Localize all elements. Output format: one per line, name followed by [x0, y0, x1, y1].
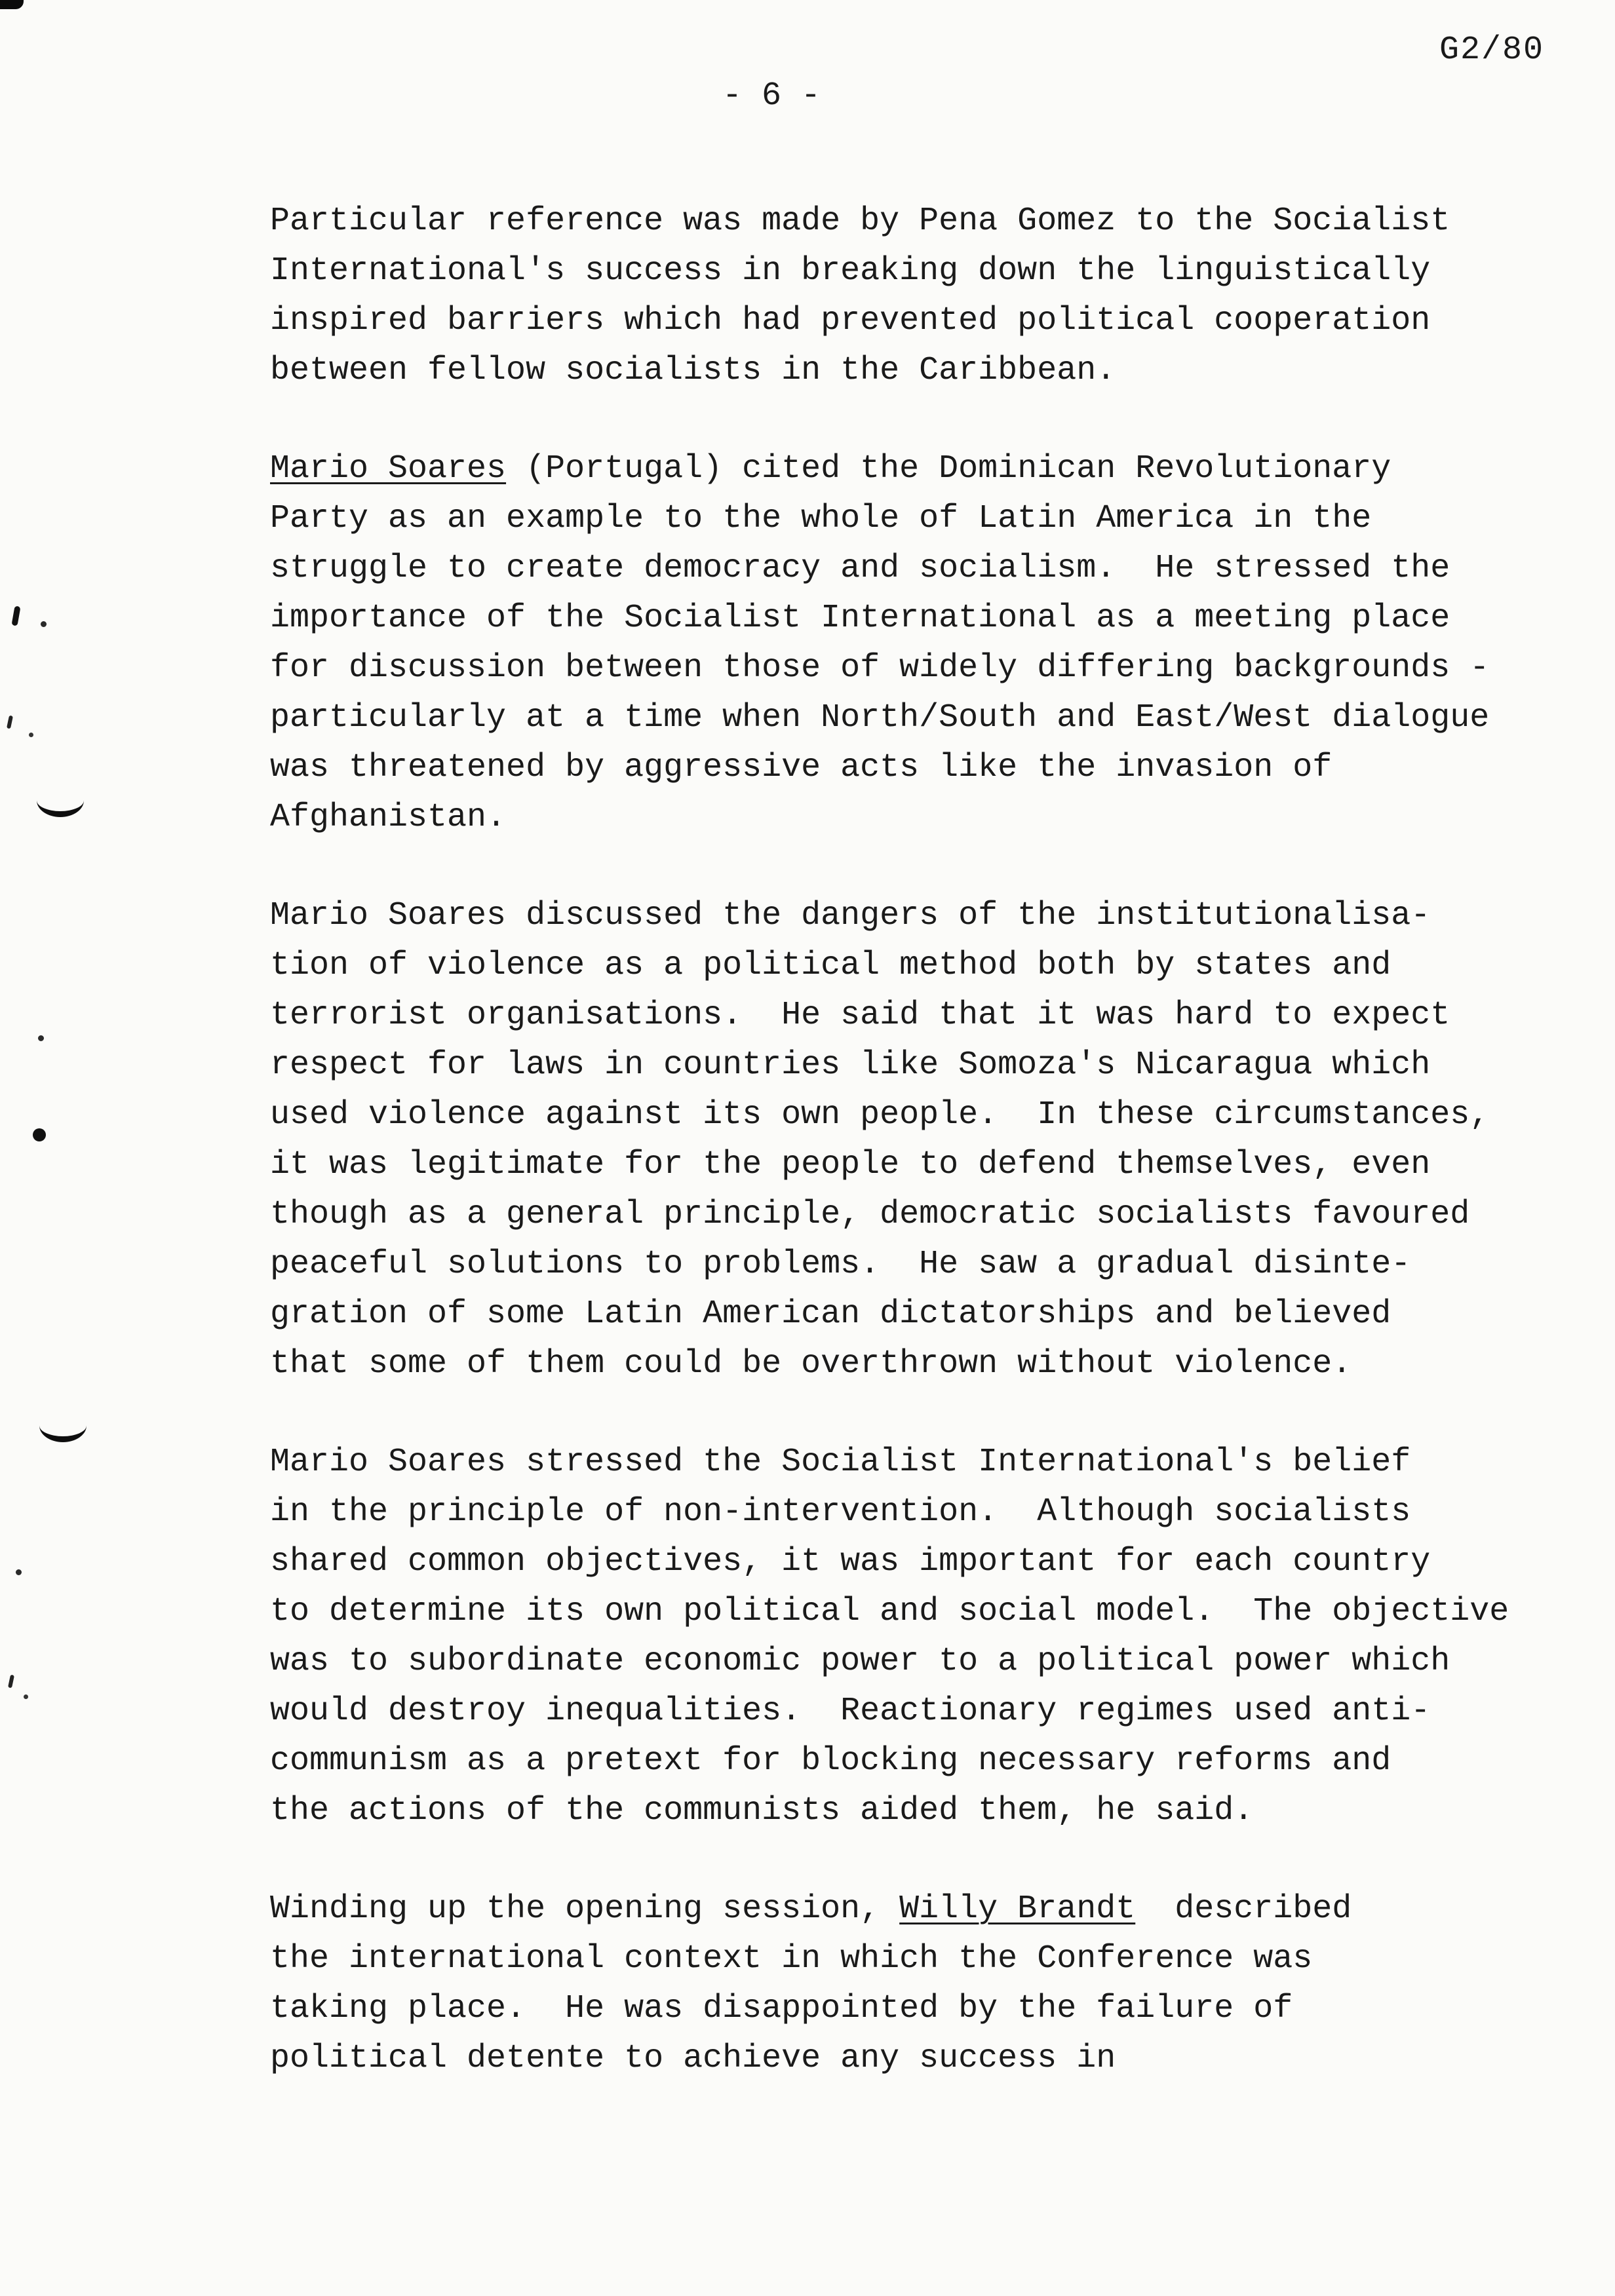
text-line: the international context in which the Conference was — [270, 1940, 1313, 1978]
text-line — [270, 1885, 1528, 1934]
text-segment: Winding up the opening session, — [270, 1890, 900, 1928]
text-segment: described — [1135, 1890, 1352, 1928]
text-line: in the principle of non-intervention. Although socialists — [270, 1493, 1411, 1531]
pen-tick-mark — [7, 716, 13, 729]
paragraph-violence-discussion — [270, 891, 1528, 1389]
ink-dot — [29, 733, 33, 737]
paragraph-mario-soares-intro — [270, 444, 1528, 843]
text-line: that some of them could be overthrown without violence. — [270, 1345, 1352, 1383]
pen-hook-mark — [37, 784, 84, 817]
text-line: Mario Soares stressed the Socialist International's belief — [270, 1444, 1411, 1481]
text-line: respect for laws in countries like Somoza's Nicaragua which — [270, 1046, 1431, 1084]
text-line: it was legitimate for the people to defend themselves, even — [270, 1146, 1431, 1183]
pen-hook-mark — [39, 1409, 87, 1442]
speaker-name-underlined: Mario Soares — [270, 450, 507, 488]
paragraph-non-intervention — [270, 1438, 1528, 1836]
text-segment: (Portugal) cited the Dominican Revolutionary — [506, 450, 1391, 488]
text-line: peaceful solutions to problems. He saw a gradual disinte- — [270, 1246, 1411, 1283]
text-line: Mario Soares discussed the dangers of the institutionalisa- — [270, 897, 1431, 934]
scan-corner-artifact — [0, 0, 24, 9]
text-line: tion of violence as a political method both by states and — [270, 947, 1391, 984]
text-line: between fellow socialists in the Caribbean. — [270, 352, 1116, 389]
ink-dot — [24, 1694, 28, 1699]
text-line: communism as a pretext for blocking necessary reforms and — [270, 1742, 1391, 1780]
ink-dot — [41, 621, 47, 627]
text-line: was to subordinate economic power to a political power which — [270, 1643, 1450, 1680]
text-line: though as a general principle, democratic socialists favoured — [270, 1196, 1470, 1233]
pen-tick-mark — [11, 605, 20, 626]
text-line: importance of the Socialist International as a meeting place — [270, 600, 1450, 637]
text-line: used violence against its own people. In these circumstances, — [270, 1096, 1490, 1134]
ink-dot — [16, 1569, 22, 1575]
text-line: taking place. He was disappointed by the failure of — [270, 1990, 1293, 2027]
pen-tick-mark — [8, 1675, 14, 1689]
text-line: the actions of the communists aided them, he said. — [270, 1792, 1254, 1829]
paragraph-willy-brandt — [270, 1885, 1528, 2084]
paragraph-pena-gomez — [270, 197, 1528, 396]
text-line: would destroy inequalities. Reactionary regimes used anti- — [270, 1693, 1431, 1730]
text-line: International's success in breaking down the linguistically — [270, 252, 1431, 290]
text-line: terrorist organisations. He said that it was hard to expect — [270, 997, 1450, 1034]
text-line: Particular reference was made by Pena Gomez to the Socialist — [270, 202, 1450, 240]
text-line: for discussion between those of widely differing backgrounds - — [270, 649, 1490, 687]
text-line: gration of some Latin American dictatorships and believed — [270, 1295, 1391, 1333]
text-line: particularly at a time when North/South and East/West dialogue — [270, 699, 1490, 737]
page-number: - 6 - — [722, 77, 821, 115]
text-line: struggle to create democracy and socialism. He stressed the — [270, 550, 1450, 587]
text-line: to determine its own political and social model. The objective — [270, 1593, 1509, 1630]
text-line: Party as an example to the whole of Latin America in the — [270, 500, 1372, 537]
document-body — [270, 197, 1528, 2132]
text-line: was threatened by aggressive acts like the invasion of — [270, 749, 1333, 786]
text-line: political detente to achieve any success in — [270, 2040, 1116, 2077]
speaker-name-underlined: Willy Brandt — [899, 1890, 1136, 1928]
doc-reference: G2/80 — [1439, 31, 1545, 69]
text-line: Afghanistan. — [270, 799, 507, 836]
text-line — [270, 444, 1528, 494]
text-line: inspired barriers which had prevented political cooperation — [270, 302, 1431, 339]
ink-blot — [33, 1128, 46, 1141]
ink-dot — [38, 1035, 44, 1041]
text-line: shared common objectives, it was important for each country — [270, 1543, 1431, 1580]
